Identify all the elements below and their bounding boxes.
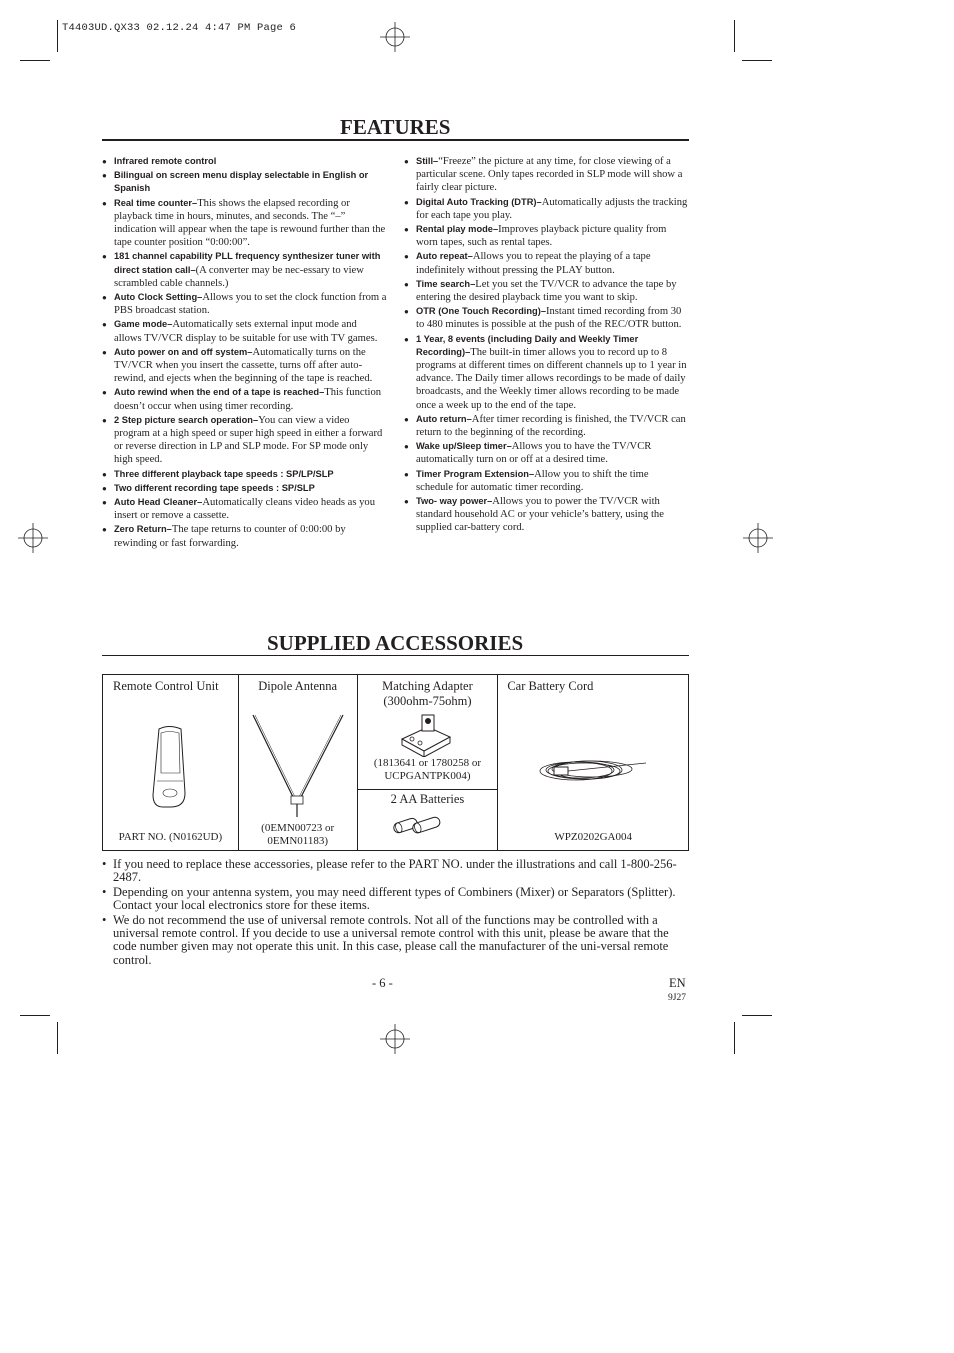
remote-title: Remote Control Unit	[113, 679, 219, 693]
feature-name: Timer Program Extension–	[416, 468, 535, 479]
note-item: • If you need to replace these accessories, please refer to the PART NO. under the illustrations and call 1-800-256-2487.	[102, 857, 677, 885]
feature-description: Allows you to set the clock function from a PBS broadcast station.	[114, 292, 387, 317]
feature-description: The built-in timer allows you to record up to 8 programs at different times on different channels up to 1 year in advance. The Daily timer allows recordings to be made of daily broadcasts, and the Weekly timer allows recording to be made once a week up to the end of the tape.	[416, 346, 687, 411]
feature-item	[102, 291, 387, 317]
batteries-title: 2 AA Batteries	[390, 792, 465, 806]
adapter-cell	[357, 675, 498, 790]
adapter-title-line: Matching Adapter	[382, 679, 473, 693]
feature-item	[404, 305, 688, 331]
feature-description: You can view a video program at a high speed or super high speed in either a forward or reverse direction in LP and SLP mode. For SP mode only high speed.	[114, 414, 383, 466]
features-right-column	[404, 155, 688, 536]
feature-item	[102, 346, 387, 386]
crop-mark	[57, 20, 58, 52]
feature-description: Improves playback picture quality from worn tapes, such as rental tapes.	[416, 224, 667, 249]
feature-name: 2 Step picture search operation–	[114, 414, 259, 425]
feature-name: Auto Head Cleaner–	[114, 497, 203, 508]
batteries-cell	[357, 790, 498, 851]
feature-item	[404, 440, 688, 466]
adapter-part-line: (1813641 or 1780258 or	[373, 757, 482, 769]
registration-mark-icon	[380, 1024, 410, 1054]
accessory-notes	[102, 858, 690, 968]
bullet-icon: ●	[102, 320, 107, 330]
page-number: - 6 -	[372, 976, 393, 990]
feature-name: Rental play mode–	[416, 224, 499, 235]
accessories-heading: SUPPLIED ACCESSORIES	[267, 631, 524, 655]
bullet-icon: ●	[102, 293, 107, 303]
bullet-icon: ●	[102, 415, 107, 425]
feature-name: OTR (One Touch Recording)–	[416, 306, 546, 317]
bullet-icon: ●	[102, 388, 107, 398]
feature-name: Two- way power–	[416, 496, 493, 507]
antenna-title: Dipole Antenna	[258, 679, 338, 693]
remote-control-icon	[149, 723, 191, 811]
feature-name: Infrared remote control	[114, 156, 217, 166]
feature-name: Wake up/Sleep timer–	[416, 441, 512, 452]
feature-description: Allows you to have the TV/VCR automatically turn on or off at a desired time.	[416, 441, 652, 466]
crop-mark	[734, 1022, 735, 1054]
cord-cell	[498, 675, 689, 851]
bullet-icon: ●	[404, 442, 409, 452]
feature-name: Auto return–	[416, 413, 472, 424]
bullet-icon: ●	[404, 307, 409, 317]
feature-name: Auto power on and off system–	[114, 346, 253, 357]
feature-name: Time search–	[416, 278, 476, 289]
bullet-icon: ●	[404, 225, 409, 235]
bullet-icon: ●	[404, 414, 409, 424]
feature-description: Automatically sets external input mode and allows TV/VCR display to be suitable for use with TV games.	[114, 319, 378, 344]
feature-item	[404, 333, 688, 412]
bullet-icon: ●	[404, 279, 409, 289]
feature-item	[404, 413, 688, 439]
accessories-table	[102, 674, 689, 851]
feature-item	[404, 155, 688, 195]
feature-item	[102, 523, 387, 549]
bullet-icon: ●	[404, 157, 409, 166]
bullet-icon: ●	[102, 483, 107, 493]
antenna-part-line: (0EMN00723 or	[261, 822, 335, 834]
crop-mark	[734, 20, 735, 52]
feature-description: Allows you to repeat the playing of a tape indefinitely without pressing the PLAY button.	[416, 251, 651, 276]
feature-description: Automatically cleans video heads as you insert or remove a cassette.	[114, 497, 376, 522]
features-rule	[102, 139, 689, 141]
remote-cell	[103, 675, 239, 851]
feature-description: This shows the elapsed recording or playback time in hours, minutes, and seconds. The “–” indication will appear when the tape is rewound further than the tape counter position “0:00:00”.	[114, 197, 386, 249]
feature-item	[102, 197, 387, 250]
bullet-icon: ●	[102, 469, 107, 479]
note-item: • We do not recommend the use of universal remote controls. Not all of the functions may be controlled with a universal remote control. If you decide to use a universal remote control with this unit, please be aware that the code number given may not operate this unit. In this case, please call the manufacturer of the uni-versal remote control.	[102, 912, 669, 967]
car-battery-cord-icon	[536, 753, 650, 789]
feature-name: Still–	[416, 156, 439, 166]
feature-item	[102, 155, 387, 168]
document-code: 9J27	[668, 993, 686, 1003]
feature-name: Auto rewind when the end of a tape is reached–	[114, 387, 325, 398]
registration-mark-icon	[18, 523, 48, 553]
note-item: • Depending on your antenna system, you may need different types of Combiners (Mixer) or Separators (Splitter). Contact your local electronics store for these items.	[102, 884, 676, 913]
bullet-icon: ●	[102, 525, 107, 535]
feature-name: Auto Clock Setting–	[114, 292, 203, 303]
feature-description: Instant timed recording from 30 to 480 minutes is possible at the push of the REC/OTR button.	[416, 306, 682, 331]
feature-item	[102, 468, 387, 481]
crop-mark	[742, 60, 772, 61]
bullet-icon: ●	[404, 497, 409, 507]
cord-title: Car Battery Cord	[507, 679, 594, 693]
bullet-icon: ●	[102, 252, 107, 262]
dipole-antenna-icon	[249, 713, 347, 819]
feature-item	[404, 495, 688, 535]
bullet-icon: ●	[102, 498, 107, 508]
registration-mark-icon	[380, 22, 410, 52]
feature-description: Allow you to shift the time schedule for automatic timer recording.	[416, 468, 649, 493]
feature-name: Digital Auto Tracking (DTR)–	[416, 196, 542, 207]
accessories-rule	[102, 655, 689, 656]
feature-item	[102, 318, 387, 344]
feature-description: “Freeze” the picture at any time, for close viewing of a particular scene. Only tapes recorded in SLP mode will show a fairly clear picture.	[416, 156, 683, 194]
aa-batteries-icon	[390, 812, 450, 838]
crop-mark	[57, 1022, 58, 1054]
feature-description: Automatically turns on the TV/VCR when you insert the cassette, turns off after auto-rewind, and ejects when the beginning of the tape is reached.	[114, 346, 373, 385]
matching-adapter-icon	[398, 713, 454, 757]
feature-item	[404, 250, 688, 276]
antenna-cell	[238, 675, 357, 851]
bullet-icon: ●	[404, 469, 409, 479]
features-left-column	[102, 155, 387, 551]
bullet-icon: ●	[102, 171, 107, 181]
feature-description: The tape returns to counter of 0:00:00 by rewinding or fast forwarding.	[114, 524, 346, 549]
feature-item	[102, 414, 387, 467]
adapter-part-number	[358, 757, 498, 783]
language-code: EN	[669, 976, 686, 990]
feature-name: Bilingual on screen menu display selectable in English or Spanish	[114, 170, 369, 194]
feature-description: This function doesn’t occur when using timer recording.	[114, 387, 382, 412]
feature-name: Three different playback tape speeds : SP/LP/SLP	[114, 468, 334, 479]
adapter-title-line: (300ohm-75ohm)	[383, 694, 472, 708]
crop-mark	[742, 1015, 772, 1016]
feature-name: Auto repeat–	[416, 251, 473, 262]
feature-item	[404, 196, 688, 222]
feature-name: 1 Year, 8 events (including Daily and Weekly Timer Recording)–	[416, 333, 639, 357]
cord-part-number: WPZ0202GA004	[554, 831, 632, 843]
note-text: Depending on your antenna system, you may need different types of Combiners (Mixer) or Separators (Splitter). Contact your local electronics store for these items.	[113, 884, 676, 913]
note-text: If you need to replace these accessories, please refer to the PART NO. under the illustrations and call 1-800-256-2487.	[113, 857, 677, 885]
bullet-icon: ●	[102, 157, 107, 166]
feature-name: 181 channel capability PLL frequency synthesizer tuner with direct station call–	[114, 251, 381, 275]
feature-item	[102, 250, 387, 290]
feature-description: After timer recording is finished, the TV/VCR can return to the beginning of the recording.	[416, 413, 686, 439]
features-heading: FEATURES	[340, 115, 451, 139]
antenna-part-number	[239, 822, 357, 848]
feature-name: Game mode–	[114, 319, 173, 330]
antenna-part-line: 0EMN01183)	[267, 835, 329, 847]
feature-name: Real time counter–	[114, 197, 198, 208]
feature-item	[404, 468, 688, 494]
adapter-title	[358, 679, 498, 709]
adapter-part-line: UCPGANTPK004)	[384, 770, 471, 782]
bullet-icon: ●	[102, 347, 107, 357]
feature-name: Two different recording tape speeds : SP/SLP	[114, 482, 315, 493]
feature-description: (A converter may be nec-essary to view scrambled cable channels.)	[114, 264, 364, 289]
bullet-icon: ●	[404, 197, 409, 207]
bullet-icon: ●	[404, 334, 409, 344]
feature-description: Automatically adjusts the tracking for each tape you play.	[416, 196, 688, 221]
feature-item	[404, 278, 688, 304]
feature-item	[102, 482, 387, 495]
print-slug: T4403UD.QX33 02.12.24 4:47 PM Page 6	[62, 22, 297, 34]
crop-mark	[20, 60, 50, 61]
note-text: We do not recommend the use of universal remote controls. Not all of the functions may be controlled with a universal remote control. If you decide to use a universal remote control with this unit, please be aware that the code number given may not operate this unit. In this case, please call the manufacturer of the uni-versal remote control.	[113, 912, 669, 967]
remote-part-number: PART NO. (N0162UD)	[118, 831, 223, 843]
crop-mark	[20, 1015, 50, 1016]
bullet-icon: ●	[102, 198, 107, 208]
registration-mark-icon	[743, 523, 773, 553]
feature-item	[102, 496, 387, 522]
feature-description: Allows you to power the TV/VCR with standard household AC or your vehicle’s battery, using the supplied car-battery cord.	[416, 496, 664, 534]
feature-item	[404, 223, 688, 249]
feature-item	[102, 169, 387, 195]
feature-item	[102, 386, 387, 412]
bullet-icon: ●	[404, 252, 409, 262]
feature-description: Let you set the TV/VCR to advance the tape by entering the desired playback time you want to skip.	[416, 278, 677, 304]
feature-name: Zero Return–	[114, 524, 172, 535]
